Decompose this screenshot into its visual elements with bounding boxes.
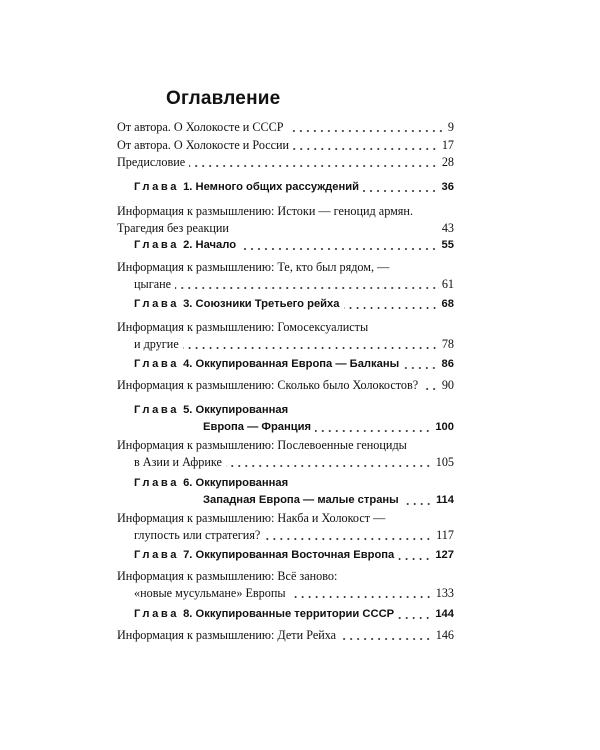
page-number: 61 bbox=[441, 277, 454, 291]
info-line: Информация к размышлению: Дети Рейха bbox=[117, 628, 337, 642]
info-line: Информация к размышлению: Гомосексуалисты bbox=[117, 320, 369, 334]
page-number: 90 bbox=[441, 378, 454, 392]
toc-entry-front-1[interactable] bbox=[117, 137, 454, 154]
chapter-label: Глава bbox=[134, 298, 180, 310]
leader-dots bbox=[315, 430, 431, 432]
chapter-label: Глава bbox=[134, 549, 180, 561]
chapter-label: Глава bbox=[134, 239, 180, 251]
toc-entry-front-2[interactable] bbox=[117, 154, 454, 171]
leader-dots bbox=[422, 388, 438, 390]
chapter-label: Глава bbox=[134, 181, 180, 193]
chapter-title: Оккупированные территории СССР bbox=[195, 608, 395, 620]
chapter-title: Оккупированная Восточная Европа bbox=[195, 549, 395, 561]
info-line: Информация к размышлению: Сколько было Холокостов? bbox=[117, 378, 419, 392]
page-number: 133 bbox=[435, 586, 454, 600]
page-number: 68 bbox=[441, 298, 454, 310]
toc-info-3[interactable] bbox=[117, 319, 454, 353]
info-line: «новые мусульмане» Европы bbox=[134, 586, 286, 600]
page-number: 117 bbox=[436, 528, 454, 542]
page-number: 114 bbox=[435, 494, 454, 506]
chapter-title: Начало bbox=[195, 239, 237, 251]
toc-info-1[interactable] bbox=[117, 203, 454, 237]
leader-dots bbox=[340, 638, 432, 640]
chapter-number: 2. bbox=[183, 239, 193, 251]
chapter-title: Европа — Франция bbox=[203, 421, 312, 433]
info-line: в Азии и Африке bbox=[134, 455, 222, 469]
toc-entry-front-0[interactable] bbox=[117, 119, 454, 136]
page-number: 78 bbox=[441, 337, 454, 351]
page-number: 105 bbox=[435, 455, 454, 469]
page-number: 127 bbox=[435, 549, 454, 561]
chapter-number: 5. bbox=[183, 404, 193, 416]
toc-info-8[interactable] bbox=[117, 627, 454, 644]
page-number: 43 bbox=[441, 221, 454, 235]
info-line: Информация к размышлению: Истоки — геноцид армян. bbox=[117, 204, 413, 218]
info-line: цыгане bbox=[134, 277, 172, 291]
leader-dots bbox=[398, 617, 431, 619]
page-number: 17 bbox=[441, 138, 454, 152]
leader-dots bbox=[183, 347, 438, 349]
toc-chapter-8[interactable] bbox=[117, 606, 454, 623]
info-line: Трагедия без реакции bbox=[117, 221, 229, 235]
toc-chapter-5[interactable] bbox=[117, 402, 454, 436]
toc-info-6[interactable] bbox=[117, 510, 454, 544]
chapter-title: Оккупированная bbox=[195, 404, 289, 416]
chapter-label: Глава bbox=[134, 608, 180, 620]
info-line: Информация к размышлению: Накба и Холокост — bbox=[117, 511, 386, 525]
leader-dots bbox=[240, 248, 437, 250]
toc-chapter-1[interactable] bbox=[117, 179, 454, 196]
toc-info-2[interactable] bbox=[117, 259, 454, 293]
entry-text: От автора. О Холокосте и СССР bbox=[117, 120, 284, 134]
chapter-title: Оккупированная bbox=[195, 477, 289, 489]
chapter-title: Западная Европа — малые страны bbox=[203, 494, 399, 506]
leader-dots bbox=[344, 307, 438, 309]
chapter-number: 3. bbox=[183, 298, 193, 310]
toc-chapter-2[interactable] bbox=[117, 237, 454, 254]
chapter-label: Глава bbox=[134, 358, 180, 370]
chapter-title: Немного общих рассуждений bbox=[195, 181, 360, 193]
page-title: Оглавление bbox=[166, 88, 281, 109]
chapter-title: Оккупированная Европа — Балканы bbox=[195, 358, 400, 370]
leader-dots bbox=[403, 503, 432, 505]
leader-dots bbox=[398, 558, 431, 560]
page-number: 144 bbox=[435, 608, 454, 620]
info-line: Информация к размышлению: Послевоенные геноциды bbox=[117, 438, 407, 452]
leader-dots bbox=[403, 367, 437, 369]
page-number: 146 bbox=[435, 628, 454, 642]
leader-dots bbox=[189, 165, 438, 167]
page-number: 55 bbox=[441, 239, 454, 251]
leader-dots bbox=[175, 287, 438, 289]
chapter-number: 1. bbox=[183, 181, 193, 193]
toc-info-4[interactable] bbox=[117, 377, 454, 394]
info-line: глупость или стратегия? bbox=[134, 528, 261, 542]
entry-text: От автора. О Холокосте и России bbox=[117, 138, 290, 152]
toc-chapter-3[interactable] bbox=[117, 296, 454, 313]
info-line: и другие bbox=[134, 337, 179, 351]
toc-chapter-4[interactable] bbox=[117, 356, 454, 373]
chapter-title: Союзники Третьего рейха bbox=[195, 298, 340, 310]
leader-dots bbox=[363, 190, 438, 192]
chapter-number: 8. bbox=[183, 608, 193, 620]
toc-chapter-7[interactable] bbox=[117, 547, 454, 564]
leader-dots bbox=[290, 596, 432, 598]
toc-info-5[interactable] bbox=[117, 437, 454, 471]
toc-info-7[interactable] bbox=[117, 568, 454, 602]
chapter-number: 4. bbox=[183, 358, 193, 370]
leader-dots bbox=[264, 538, 432, 540]
leader-dots bbox=[293, 148, 438, 150]
page-number: 86 bbox=[441, 358, 454, 370]
toc-chapter-6[interactable] bbox=[117, 475, 454, 509]
page-number: 36 bbox=[441, 181, 454, 193]
page-number: 9 bbox=[447, 120, 454, 134]
chapter-label: Глава bbox=[134, 477, 180, 489]
info-line: Информация к размышлению: Всё заново: bbox=[117, 569, 338, 583]
page-number: 100 bbox=[435, 421, 454, 433]
page-number: 28 bbox=[441, 155, 454, 169]
chapter-number: 7. bbox=[183, 549, 193, 561]
info-line: Информация к размышлению: Те, кто был рядом, — bbox=[117, 260, 390, 274]
chapter-label: Глава bbox=[134, 404, 180, 416]
leader-dots bbox=[226, 465, 432, 467]
entry-text: Предисловие bbox=[117, 155, 186, 169]
leader-dots bbox=[288, 130, 444, 132]
chapter-number: 6. bbox=[183, 477, 193, 489]
